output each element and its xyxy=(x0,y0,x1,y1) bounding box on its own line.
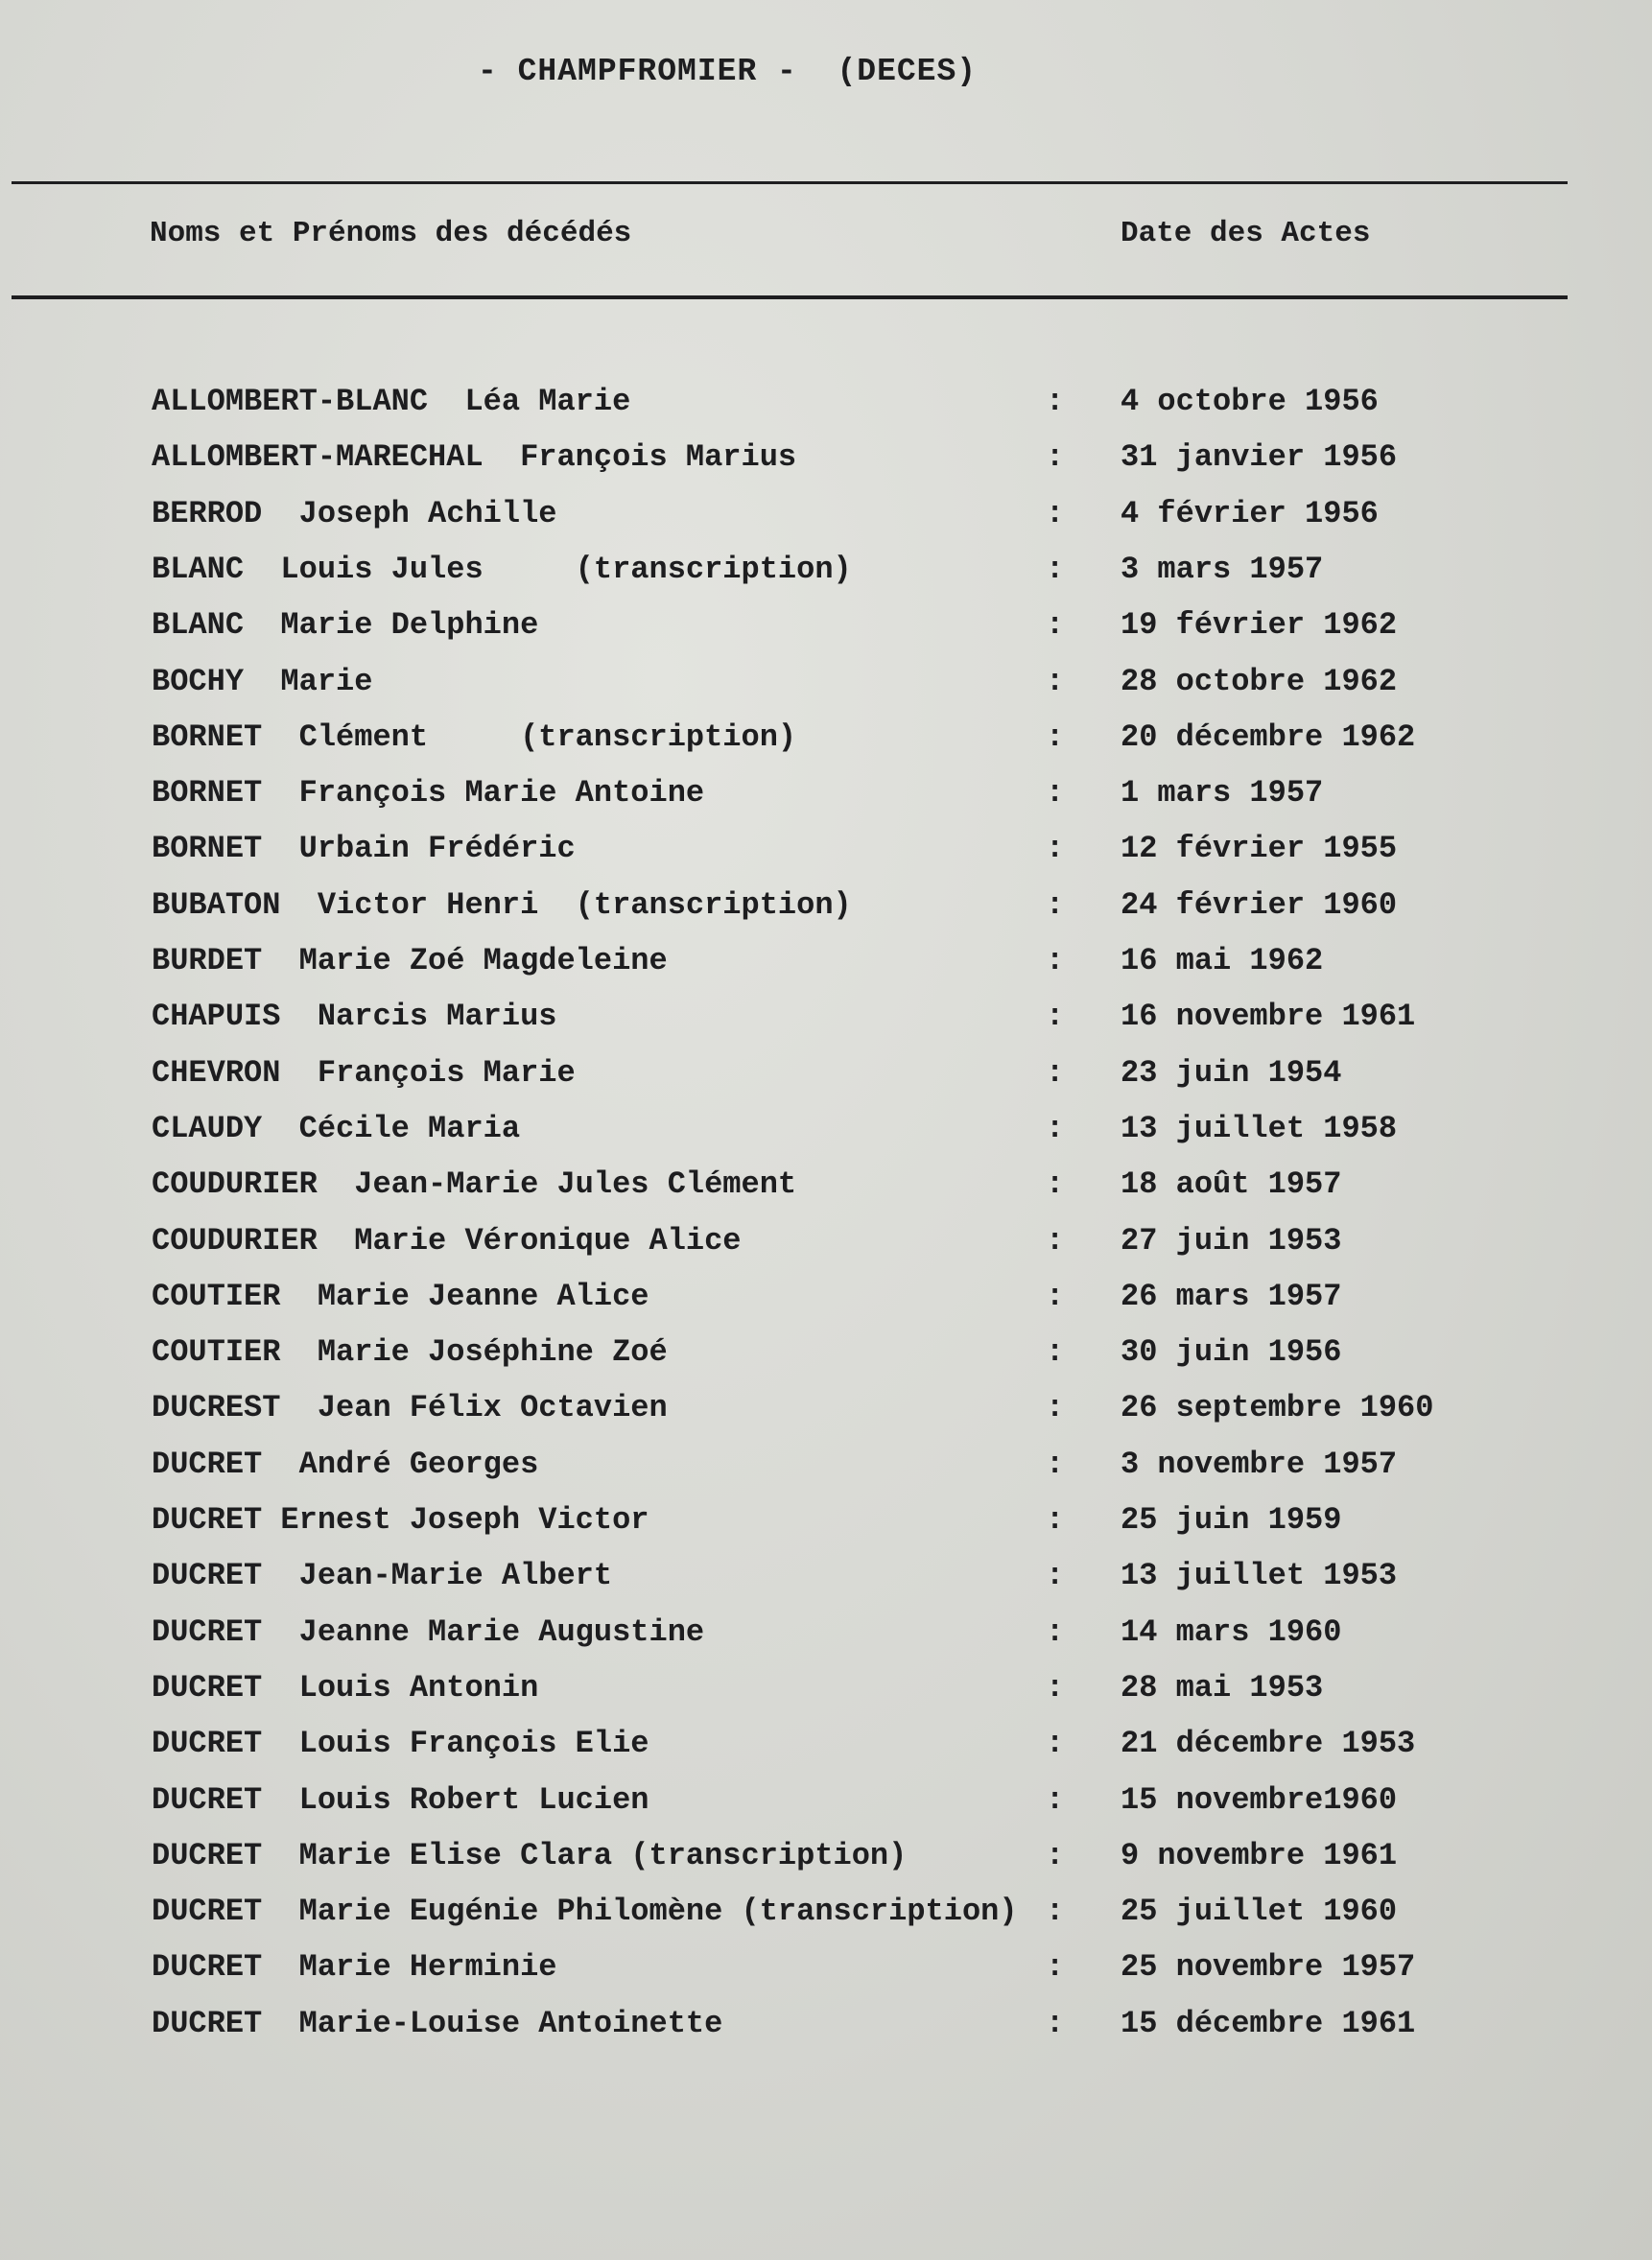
separator-colon: : xyxy=(1046,439,1065,476)
act-date: 25 juin 1959 xyxy=(1121,1502,1342,1538)
decedent-name: BOCHY Marie xyxy=(152,663,373,699)
list-item xyxy=(0,1558,1652,1613)
decedent-name: ALLOMBERT-BLANC Léa Marie xyxy=(152,384,631,419)
separator-colon: : xyxy=(1046,2005,1065,2041)
act-date: 30 juin 1956 xyxy=(1121,1334,1342,1371)
decedent-name: BURDET Marie Zoé Magdeleine xyxy=(152,943,668,978)
decedent-name: DUCRET Jean-Marie Albert xyxy=(152,1558,613,1594)
list-item xyxy=(0,1670,1652,1726)
list-item xyxy=(0,1949,1652,2005)
separator-colon: : xyxy=(1046,1334,1065,1371)
separator-colon: : xyxy=(1046,1837,1065,1873)
decedent-name: BLANC Louis Jules (transcription) xyxy=(152,551,852,587)
header-rule xyxy=(12,295,1568,299)
separator-colon: : xyxy=(1046,1894,1065,1930)
separator-colon: : xyxy=(1046,886,1065,923)
act-date: 26 mars 1957 xyxy=(1121,1278,1342,1314)
decedent-name: BERROD Joseph Achille xyxy=(152,495,557,531)
list-item xyxy=(0,999,1652,1054)
decedent-name: COUTIER Marie Joséphine Zoé xyxy=(152,1334,668,1371)
list-item xyxy=(0,1782,1652,1838)
list-item xyxy=(0,1390,1652,1446)
act-date: 4 février 1956 xyxy=(1121,495,1379,531)
decedent-name: DUCRET Ernest Joseph Victor xyxy=(152,1502,649,1538)
list-item xyxy=(0,719,1652,775)
act-date: 21 décembre 1953 xyxy=(1121,1726,1416,1762)
separator-colon: : xyxy=(1046,1222,1065,1259)
decedent-name: COUDURIER Jean-Marie Jules Clément xyxy=(152,1166,797,1203)
list-item xyxy=(0,1334,1652,1390)
list-item xyxy=(0,1838,1652,1894)
list-item xyxy=(0,607,1652,663)
decedent-name: CHEVRON François Marie xyxy=(152,1054,576,1091)
separator-colon: : xyxy=(1046,775,1065,812)
decedent-name: COUDURIER Marie Véronique Alice xyxy=(152,1222,742,1259)
decedent-name: CHAPUIS Narcis Marius xyxy=(152,999,557,1035)
top-rule xyxy=(12,181,1568,184)
decedent-name: DUCRET Louis Antonin xyxy=(152,1669,539,1706)
decedent-name: DUCREST Jean Félix Octavien xyxy=(152,1390,668,1426)
separator-colon: : xyxy=(1046,384,1065,419)
act-date: 16 mai 1962 xyxy=(1121,943,1324,978)
decedent-name: DUCRET Louis François Elie xyxy=(152,1726,649,1762)
separator-colon: : xyxy=(1046,495,1065,531)
separator-colon: : xyxy=(1046,943,1065,978)
decedent-name: ALLOMBERT-MARECHAL François Marius xyxy=(152,439,797,476)
act-date: 13 juillet 1958 xyxy=(1121,1110,1398,1146)
separator-colon: : xyxy=(1046,1669,1065,1706)
list-item xyxy=(0,1447,1652,1502)
list-item xyxy=(0,1894,1652,1949)
decedent-name: DUCRET Marie Herminie xyxy=(152,1949,557,1986)
list-item xyxy=(0,552,1652,607)
act-date: 1 mars 1957 xyxy=(1121,775,1324,812)
decedent-name: CLAUDY Cécile Maria xyxy=(152,1110,521,1146)
separator-colon: : xyxy=(1046,1166,1065,1203)
list-item xyxy=(0,1166,1652,1222)
act-date: 31 janvier 1956 xyxy=(1121,439,1398,476)
separator-colon: : xyxy=(1046,1390,1065,1426)
list-item xyxy=(0,1726,1652,1781)
act-date: 25 juillet 1960 xyxy=(1121,1894,1398,1930)
list-item xyxy=(0,1055,1652,1111)
act-date: 15 novembre1960 xyxy=(1121,1781,1398,1818)
list-item xyxy=(0,664,1652,719)
separator-colon: : xyxy=(1046,1278,1065,1314)
act-date: 18 août 1957 xyxy=(1121,1166,1342,1203)
list-item xyxy=(0,887,1652,943)
separator-colon: : xyxy=(1046,831,1065,867)
separator-colon: : xyxy=(1046,551,1065,587)
separator-colon: : xyxy=(1046,1613,1065,1650)
act-date: 23 juin 1954 xyxy=(1121,1054,1342,1091)
act-date: 28 mai 1953 xyxy=(1121,1669,1324,1706)
act-date: 19 février 1962 xyxy=(1121,607,1398,644)
decedent-name: DUCRET Louis Robert Lucien xyxy=(152,1781,649,1818)
decedent-name: DUCRET Marie Eugénie Philomène (transcription) xyxy=(152,1894,1018,1930)
decedent-name: BLANC Marie Delphine xyxy=(152,607,539,644)
act-date: 12 février 1955 xyxy=(1121,831,1398,867)
separator-colon: : xyxy=(1046,1110,1065,1146)
dates-column-header: Date des Actes xyxy=(1121,217,1371,250)
list-item xyxy=(0,1279,1652,1334)
decedent-name: DUCRET Marie-Louise Antoinette xyxy=(152,2005,723,2041)
decedent-name: BORNET Clément (transcription) xyxy=(152,718,797,755)
decedent-name: DUCRET Jeanne Marie Augustine xyxy=(152,1613,705,1650)
decedent-name: DUCRET André Georges xyxy=(152,1446,539,1482)
separator-colon: : xyxy=(1046,1446,1065,1482)
separator-colon: : xyxy=(1046,1781,1065,1818)
act-date: 24 février 1960 xyxy=(1121,886,1398,923)
separator-colon: : xyxy=(1046,718,1065,755)
separator-colon: : xyxy=(1046,999,1065,1035)
page-title: - CHAMPFROMIER - (DECES) xyxy=(478,54,978,89)
act-date: 3 novembre 1957 xyxy=(1121,1446,1398,1482)
list-item xyxy=(0,439,1652,495)
list-item xyxy=(0,775,1652,831)
decedent-name: BUBATON Victor Henri (transcription) xyxy=(152,886,852,923)
list-item xyxy=(0,831,1652,886)
act-date: 4 octobre 1956 xyxy=(1121,384,1379,419)
decedent-name: DUCRET Marie Elise Clara (transcription) xyxy=(152,1837,908,1873)
act-date: 13 juillet 1953 xyxy=(1121,1558,1398,1594)
decedent-name: COUTIER Marie Jeanne Alice xyxy=(152,1278,649,1314)
list-item xyxy=(0,943,1652,999)
separator-colon: : xyxy=(1046,607,1065,644)
names-column-header: Noms et Prénoms des décédés xyxy=(150,217,632,250)
list-item xyxy=(0,2006,1652,2061)
separator-colon: : xyxy=(1046,1502,1065,1538)
separator-colon: : xyxy=(1046,1726,1065,1762)
separator-colon: : xyxy=(1046,663,1065,699)
act-date: 9 novembre 1961 xyxy=(1121,1837,1398,1873)
list-item xyxy=(0,384,1652,439)
act-date: 14 mars 1960 xyxy=(1121,1613,1342,1650)
list-item xyxy=(0,1502,1652,1558)
list-item xyxy=(0,1614,1652,1670)
list-item xyxy=(0,496,1652,552)
list-item xyxy=(0,1111,1652,1166)
separator-colon: : xyxy=(1046,1558,1065,1594)
act-date: 15 décembre 1961 xyxy=(1121,2005,1416,2041)
act-date: 27 juin 1953 xyxy=(1121,1222,1342,1259)
act-date: 25 novembre 1957 xyxy=(1121,1949,1416,1986)
act-date: 16 novembre 1961 xyxy=(1121,999,1416,1035)
act-date: 26 septembre 1960 xyxy=(1121,1390,1434,1426)
act-date: 20 décembre 1962 xyxy=(1121,718,1416,755)
list-item xyxy=(0,1223,1652,1279)
separator-colon: : xyxy=(1046,1949,1065,1986)
separator-colon: : xyxy=(1046,1054,1065,1091)
act-date: 3 mars 1957 xyxy=(1121,551,1324,587)
act-date: 28 octobre 1962 xyxy=(1121,663,1398,699)
decedent-name: BORNET Urbain Frédéric xyxy=(152,831,576,867)
decedent-name: BORNET François Marie Antoine xyxy=(152,775,705,812)
